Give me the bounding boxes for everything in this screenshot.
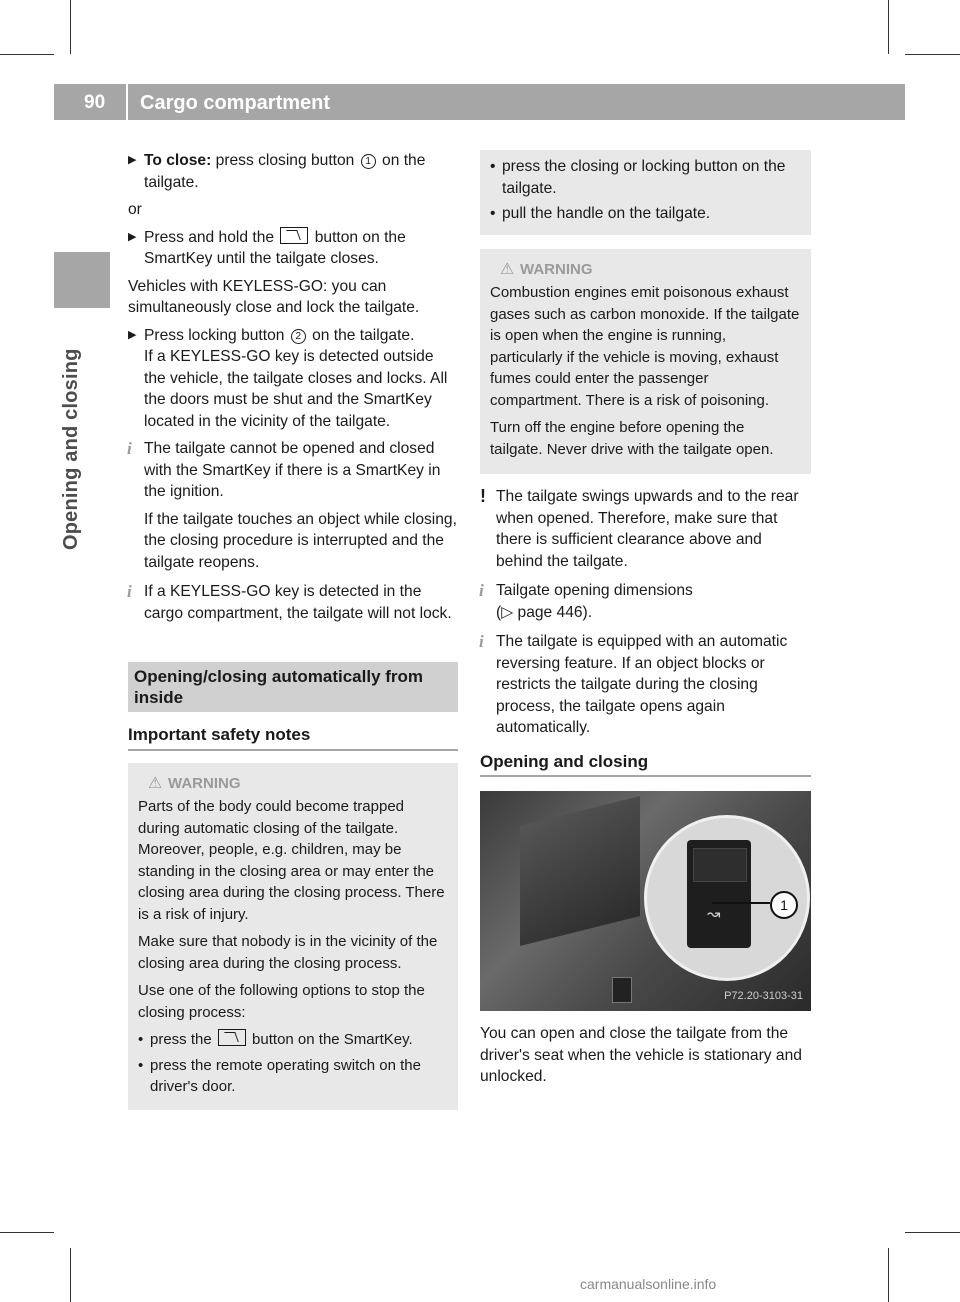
warning-triangle-icon: ⚠: [500, 260, 515, 278]
arrow-right-icon: ▶: [128, 154, 137, 166]
callout-number: 1: [361, 154, 376, 169]
callout-line: [712, 902, 770, 904]
warning-title: [138, 773, 448, 795]
callout-number: 1: [770, 891, 798, 919]
info-text: If a KEYLESS-GO key is detected in the cargo compartment, the tailgate will not lock.: [144, 583, 452, 622]
info-icon: i: [127, 439, 132, 458]
bullet-text: button on the SmartKey.: [252, 1031, 413, 1048]
warning-title-text: WARNING: [168, 774, 241, 792]
door-switch-panel: [520, 796, 640, 946]
photo-code: P72.20-3103-31: [724, 989, 803, 1002]
warning-text: Turn off the engine before opening the tailgate. Never drive with the tailgate open.: [490, 419, 774, 458]
step-text: on the tailgate.: [144, 152, 426, 191]
list-item: [138, 1055, 448, 1098]
crop-mark: [70, 0, 71, 54]
warning-title-text: WARNING: [520, 260, 593, 278]
bullet-text: press the: [150, 1031, 212, 1048]
tailgate-key-icon: [218, 1029, 246, 1046]
bullet-icon: •: [490, 205, 496, 222]
warning-box: [480, 249, 811, 475]
step-detail: If a KEYLESS-GO key is detected outside the vehicle, the tailgate closes and locks. All the doors must be shut and the SmartKey located in the vicinity of the tailgate.: [144, 348, 448, 430]
info-note: [128, 581, 458, 624]
step-text: Press and hold the: [144, 228, 275, 246]
page-reference: (▷ page 446).: [496, 603, 593, 621]
bullet-icon: •: [138, 1056, 144, 1074]
crop-mark: [905, 54, 960, 55]
notice-note: [480, 486, 811, 572]
info-note: [480, 580, 811, 623]
crop-mark: [0, 1232, 54, 1233]
warning-triangle-icon: ⚠: [148, 774, 163, 792]
bullet-text: pull the handle on the tailgate.: [502, 205, 711, 222]
bullet-icon: •: [138, 1031, 144, 1048]
arrow-right-icon: ▶: [128, 328, 137, 341]
tailgate-switch: [687, 840, 751, 948]
closing-text: You can open and close the tailgate from the driver's seat when the vehicle is stationary and unlocked.: [480, 1025, 802, 1085]
arrow-right-icon: ▶: [128, 230, 137, 243]
tailgate-icon: ↝: [707, 906, 721, 923]
info-note: [480, 631, 811, 739]
step-close: [128, 150, 458, 193]
callout-number: 2: [291, 329, 306, 344]
keyless-intro: Vehicles with KEYLESS-GO: you can simultaneously close and lock the tailgate.: [128, 277, 420, 316]
list-item: [490, 156, 801, 199]
crop-mark: [905, 1232, 960, 1233]
left-column: [128, 150, 458, 1110]
crop-mark: [888, 0, 889, 54]
info-icon: i: [479, 632, 484, 651]
warning-box: [128, 763, 458, 1110]
info-icon: i: [127, 582, 132, 601]
subsection-heading: Important safety notes: [128, 724, 458, 751]
page-number: 90: [84, 92, 106, 113]
crop-mark: [0, 54, 54, 55]
bullet-text: press the remote operating switch on the driver's door.: [150, 1056, 421, 1095]
info-text: Tailgate opening dimensions: [496, 582, 693, 599]
step-text: press closing button: [215, 152, 355, 169]
warning-text: Make sure that nobody is in the vicinity of the closing area during the closing process.: [138, 933, 438, 972]
list-item: [138, 1029, 448, 1051]
warning-text: Parts of the body could become trapped during automatic closing of the tailgate. Moreover, people, e.g. children, may be standing in the closing area or may enter the closing area during the closing process. There is a risk of injury.: [138, 798, 445, 923]
right-column: [480, 150, 811, 1088]
info-text: If the tailgate touches an object while closing, the closing procedure is interrupted and the tailgate reopens.: [144, 510, 457, 571]
tailgate-switch-photo: [480, 791, 811, 1011]
side-tab-block: [54, 252, 110, 308]
or-text: or: [128, 201, 142, 218]
step-text: on the tailgate.: [312, 326, 415, 344]
info-icon: i: [479, 581, 484, 600]
exclamation-icon: !: [480, 486, 486, 506]
warning-text: Use one of the following options to stop the closing process:: [138, 982, 425, 1021]
info-text: The tailgate cannot be opened and closed with the SmartKey if there is a SmartKey in the ignition.: [144, 440, 441, 500]
step-text: Press locking button: [144, 326, 285, 344]
info-text: The tailgate is equipped with an automatic reversing feature. If an object blocks or restricts the tailgate during the closing process, the tailgate opens again automatically.: [496, 633, 788, 736]
step-text: button on the SmartKey until the tailgate closes.: [144, 228, 406, 267]
crop-mark: [888, 1248, 889, 1302]
bullet-icon: •: [490, 158, 496, 175]
switch-upper: [693, 848, 747, 882]
info-note: [128, 438, 458, 573]
small-switch: [612, 977, 632, 1003]
crop-mark: [70, 1248, 71, 1302]
page-title: Cargo compartment: [140, 92, 331, 114]
step-lead: To close:: [144, 152, 212, 169]
side-tab-label: Opening and closing: [60, 348, 82, 550]
warning-box-continued: [480, 150, 811, 235]
watermark: carmanualsonline.info: [580, 1276, 717, 1292]
warning-title: [490, 259, 801, 281]
bullet-text: press the closing or locking button on the tailgate.: [502, 158, 786, 197]
tailgate-key-icon: [280, 227, 308, 244]
section-heading: Opening/closing automatically from inside: [128, 662, 458, 712]
notice-text: The tailgate swings upwards and to the rear when opened. Therefore, make sure that there is sufficient clearance above and behind the tailgate.: [496, 488, 799, 570]
list-item: [490, 203, 801, 225]
step-lock: [128, 325, 458, 433]
step-hold: [128, 227, 458, 270]
subsection-heading: Opening and closing: [480, 751, 811, 778]
warning-text: Combustion engines emit poisonous exhaust gases such as carbon monoxide. If the tailgate is open when the engine is running, particularly if the vehicle is moving, exhaust fumes could enter the passenger compartment. There is a risk of poisoning.: [490, 284, 800, 409]
